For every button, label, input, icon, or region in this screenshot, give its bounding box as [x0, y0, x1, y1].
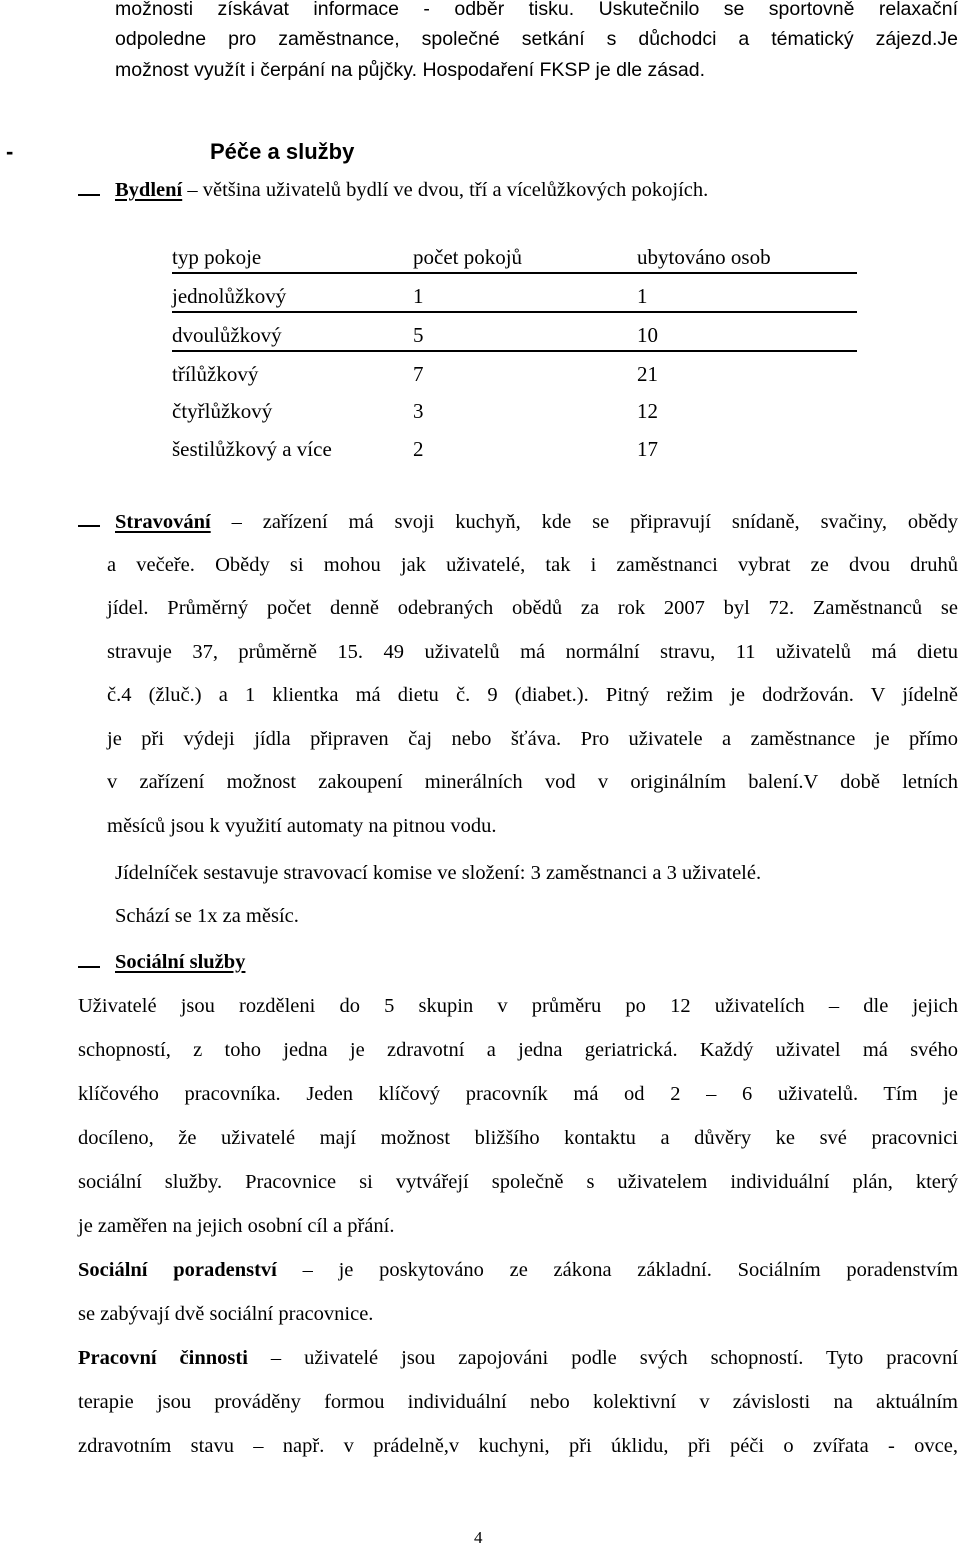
section-title: Péče a služby — [210, 139, 355, 164]
socialni-sluzby-line-6: je zaměřen na jejich osobní cíl a přání. — [78, 1215, 395, 1237]
pracovni-line-2: terapie jsou prováděny formou individuální nebo kolektivní v závislosti na aktuálním — [78, 1391, 958, 1413]
socialni-sluzby-label: Sociální služby — [115, 951, 246, 973]
stravovani-text-1: – zařízení má svoji kuchyň, kde se připravují snídaně, svačiny, obědy — [231, 511, 959, 533]
table-row-4-type: čtyřlůžkový — [172, 399, 273, 423]
table-row-1-type: jednolůžkový — [172, 284, 287, 308]
socialni-sluzby-line-1: Uživatelé jsou rozděleni do 5 skupin v průměru po 12 uživatelích – dle jejich — [78, 995, 958, 1017]
table-row-5-type: šestilůžkový a více — [172, 437, 332, 461]
table-row-2-count: 5 — [413, 323, 424, 347]
poradenstvi-text-1: – je poskytováno ze zákona základní. Sociálním poradenstvím — [302, 1259, 959, 1281]
stravovani-line-3: jídel. Průměrný počet denně odebraných obědů za rok 2007 byl 72. Zaměstnanců se — [107, 597, 958, 619]
socialni-sluzby-line-5: sociální služby. Pracovnice si vytvářejí společně s uživatelem individuální plán, který — [78, 1171, 958, 1193]
jidelnicek-line-1: Jídelníček sestavuje stravovací komise ve složení: 3 zaměstnanci a 3 uživatelé. — [115, 862, 762, 884]
bydleni-row — [115, 179, 708, 202]
stravovani-line-1 — [115, 511, 958, 534]
poradenstvi-line-1 — [78, 1259, 958, 1282]
pracovni-text-1: – uživatelé jsou zapojováni podle svých schopností. Tyto pracovní — [270, 1347, 959, 1369]
section-bullet: - — [6, 139, 14, 164]
page-number: 4 — [474, 1528, 483, 1547]
table-row-4-count: 3 — [413, 399, 424, 423]
stravovani-line-7: v zařízení možnost zakoupení minerálních vod v originálním balení.V době letních — [107, 771, 958, 793]
table-row-4-persons: 12 — [637, 399, 658, 423]
socialni-sluzby-dash — [78, 966, 100, 968]
poradenstvi-label: Sociální poradenství — [78, 1259, 277, 1281]
stravovani-label: Stravování — [115, 511, 211, 533]
table-row-1-persons: 1 — [637, 284, 648, 308]
jidelnicek-line-2: Schází se 1x za měsíc. — [115, 905, 299, 927]
table-row-3-type: třílůžkový — [172, 362, 259, 386]
table-rule-2 — [172, 311, 857, 313]
table-rule-1 — [172, 272, 857, 274]
bydleni-dash — [78, 194, 100, 196]
pracovni-label: Pracovní činnosti — [78, 1347, 248, 1369]
intro-line-3: možnost využít i čerpání na půjčky. Hospodaření FKSP je dle zásad. — [115, 59, 705, 81]
stravovani-line-5: č.4 (žluč.) a 1 klientka má dietu č. 9 (diabet.). Pitný režim je dodržován. V jídelně — [107, 684, 958, 706]
poradenstvi-line-2: se zabývají dvě sociální pracovnice. — [78, 1303, 374, 1325]
table-row-5-count: 2 — [413, 437, 424, 461]
bydleni-label: Bydlení — [115, 179, 183, 201]
pracovni-line-1 — [78, 1347, 958, 1370]
stravovani-dash — [78, 525, 100, 527]
table-row-3-count: 7 — [413, 362, 424, 386]
stravovani-line-4: stravuje 37, průměrně 15. 49 uživatelů má normální stravu, 11 uživatelů má dietu — [107, 641, 958, 663]
pracovni-line-3: zdravotním stavu – např. v prádelně,v kuchyni, při úklidu, při péči o zvířata - ovce, — [78, 1435, 958, 1457]
table-header-count: počet pokojů — [413, 245, 523, 269]
socialni-sluzby-line-4: docíleno, že uživatelé mají možnost bližšího kontaktu a důvěry ke své pracovnici — [78, 1127, 958, 1149]
table-row-1-count: 1 — [413, 284, 424, 308]
bydleni-text: – většina uživatelů bydlí ve dvou, tří a vícelůžkových pokojích. — [187, 179, 709, 201]
stravovani-line-8: měsíců jsou k využití automaty na pitnou vodu. — [107, 815, 497, 837]
table-row-3-persons: 21 — [637, 362, 658, 386]
table-row-2-type: dvoulůžkový — [172, 323, 282, 347]
intro-line-1: možnosti získávat informace - odběr tisku. Uskutečnilo se sportovně relaxační — [115, 0, 958, 20]
stravovani-line-2: a večeře. Obědy si mohou jak uživatelé, tak i zaměstnanci vybrat ze dvou druhů — [107, 554, 958, 576]
stravovani-line-6: je při výdeji jídla připraven čaj nebo šťáva. Pro uživatele a zaměstnance je přímo — [107, 728, 958, 750]
socialni-sluzby-line-2: schopností, z toho jedna je zdravotní a jedna geriatrická. Každý uživatel má svého — [78, 1039, 958, 1061]
table-header-persons: ubytováno osob — [637, 245, 771, 269]
table-row-2-persons: 10 — [637, 323, 658, 347]
socialni-sluzby-line-3: klíčového pracovníka. Jeden klíčový pracovník má od 2 – 6 uživatelů. Tím je — [78, 1083, 958, 1105]
table-header-type: typ pokoje — [172, 245, 262, 269]
table-rule-3 — [172, 350, 857, 352]
intro-line-2: odpoledne pro zaměstnance, společné setkání s důchodci a tématický zájezd.Je — [115, 28, 958, 50]
table-row-5-persons: 17 — [637, 437, 658, 461]
